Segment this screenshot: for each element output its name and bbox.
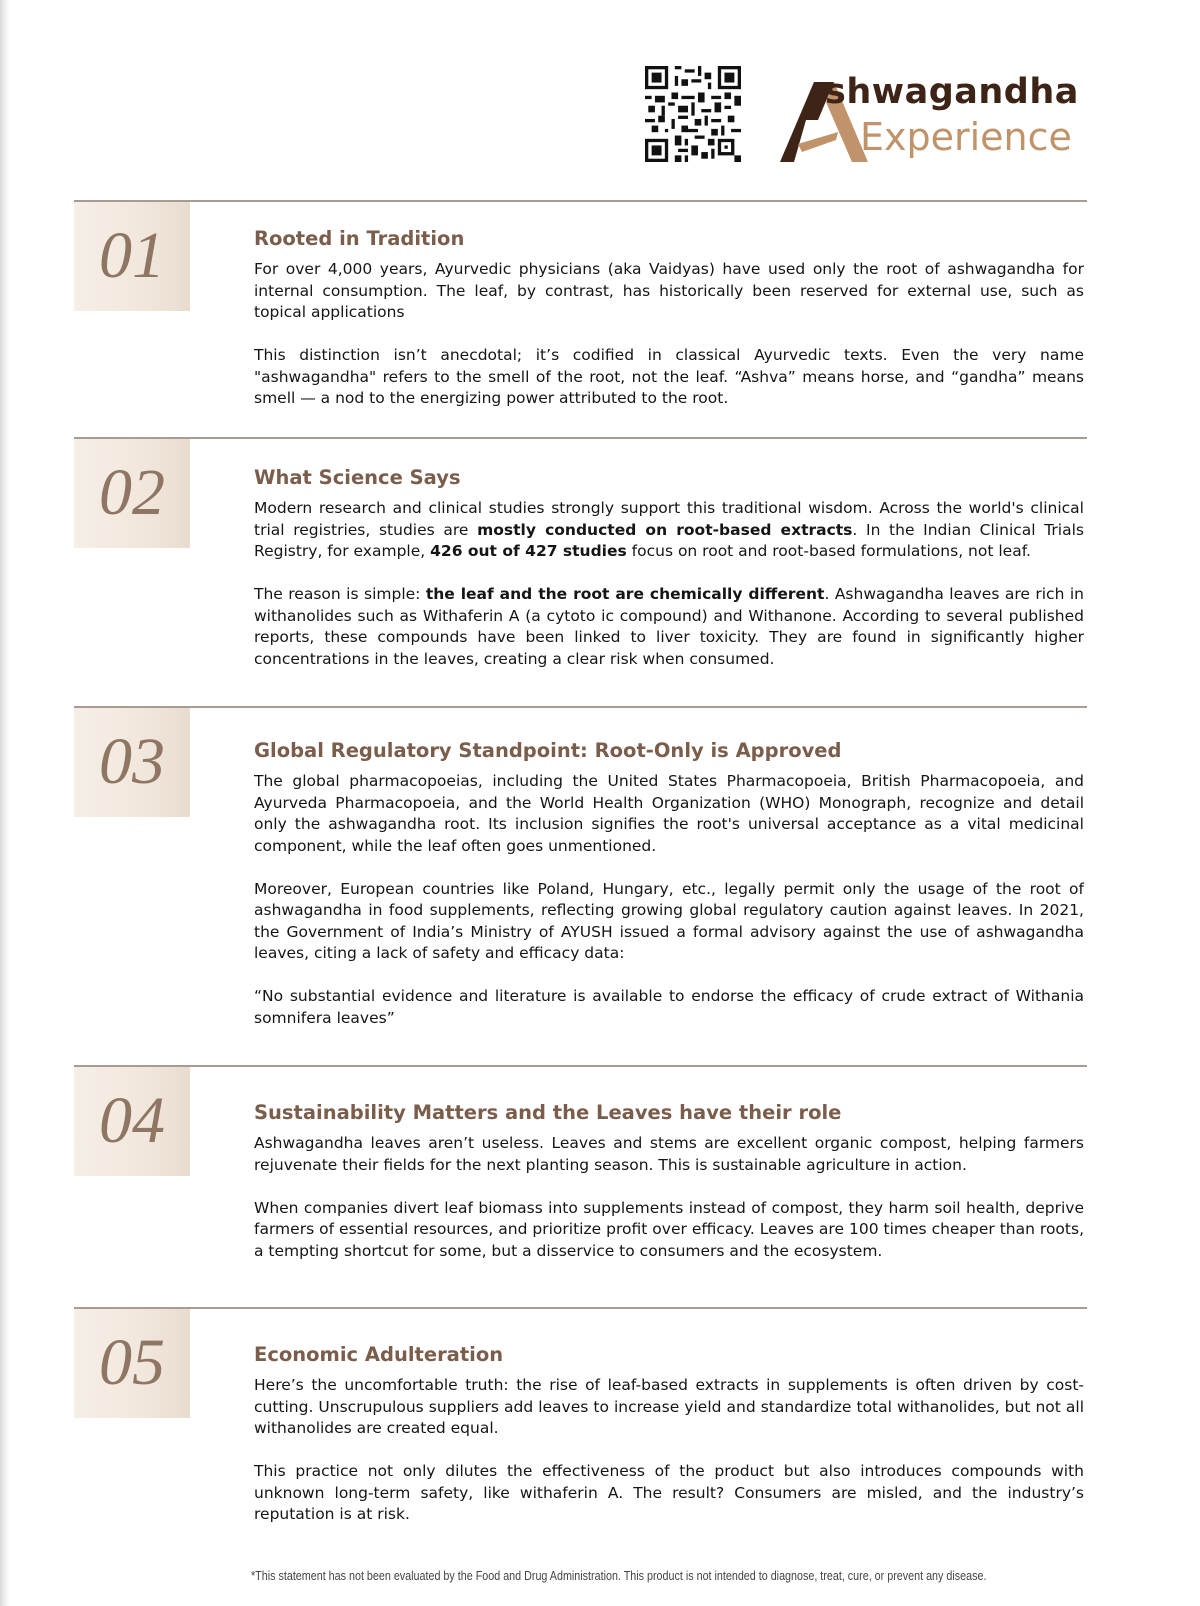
section-number-box bbox=[74, 1309, 190, 1418]
section-heading: Sustainability Matters and the Leaves have their role bbox=[254, 1101, 842, 1124]
section-01 bbox=[74, 200, 1087, 407]
section-paragraph: The global pharmacopoeias, including the United States Pharmacopoeia, British Pharmacopoeia, and Ayurveda Pharmacopoeia, and the World Health Organization (WHO) Monograph, recognize and detail only the ashwagandha root. Its inclusion signifies the root's universal acceptance as a vital medicinal component, while the leaf often goes unmentioned. bbox=[254, 772, 1084, 855]
qr-code-icon bbox=[645, 66, 741, 162]
section-heading: What Science Says bbox=[254, 466, 461, 489]
section-content bbox=[254, 1342, 1084, 1526]
section-number-box bbox=[74, 708, 190, 817]
section-number-box bbox=[74, 202, 190, 311]
section-heading: Rooted in Tradition bbox=[254, 227, 465, 250]
section-number-box bbox=[74, 1067, 190, 1176]
section-content bbox=[254, 1100, 1084, 1262]
section-number: 04 bbox=[99, 1084, 165, 1157]
page-edge-shadow bbox=[0, 0, 10, 1606]
section-02 bbox=[74, 437, 1087, 668]
section-paragraph: Here’s the uncomfortable truth: the rise of leaf-based extracts in supplements is often driven by cost-cutting. Unscrupulous suppliers add leaves to increase yield and standardize total withanolides, but not all withanolides are created equal. bbox=[254, 1376, 1084, 1437]
section-number: 02 bbox=[99, 456, 165, 529]
section-number: 01 bbox=[99, 219, 165, 292]
section-paragraph: Ashwagandha leaves aren’t useless. Leaves and stems are excellent organic compost, helping farmers rejuvenate their fields for the next planting season. This is sustainable agriculture in action. bbox=[254, 1134, 1084, 1174]
emphasis-text: mostly conducted on root-based extracts bbox=[477, 520, 853, 539]
section-paragraph: For over 4,000 years, Ayurvedic physicians (aka Vaidyas) have used only the root of ashwagandha for internal consumption. The leaf, by contrast, has historically been reserved for external use, such as topical applications bbox=[254, 260, 1084, 321]
emphasis-text: the leaf and the root are chemically different bbox=[425, 585, 825, 603]
section-paragraph: “No substantial evidence and literature is available to endorse the efficacy of crude extract of Withania somnifera leaves” bbox=[254, 987, 1084, 1027]
section-paragraph: Moreover, European countries like Poland, Hungary, etc., legally permit only the usage of the root of ashwagandha in food supplements, reflecting growing global regulatory caution against leaves. In 2021, the Government of India’s Ministry of AYUSH issued a formal advisory against the use of ashwagandha leaves, citing a lack of safety and efficacy data: bbox=[254, 879, 1084, 962]
section-content bbox=[254, 738, 1084, 1029]
section-number: 03 bbox=[99, 725, 165, 798]
section-content bbox=[254, 465, 1084, 670]
logo-text-line1: shwagandha bbox=[825, 72, 1079, 112]
section-paragraph: This distinction isn’t anecdotal; it’s codified in classical Ayurvedic texts. Even the very name "ashwagandha" refers to the smell of the root, not the leaf. “Ashva” means horse, and “gandha” means smell — a nod to the energizing power attributed to the root. bbox=[254, 346, 1084, 407]
section-heading: Economic Adulteration bbox=[254, 1343, 504, 1366]
section-paragraph: Modern research and clinical studies strongly support this traditional wisdom. Across the world's clinical trial registries, studies are mostly conducted on root-based extracts. In the Indian Clinical Trials Registry, for example, 426 out of 427 studies focus on root and root-based formulations, not leaf. bbox=[254, 499, 1084, 560]
emphasis-text: 426 out of 427 studies bbox=[430, 542, 627, 560]
section-number: 05 bbox=[99, 1326, 165, 1399]
section-heading: Global Regulatory Standpoint: Root-Only is Approved bbox=[254, 739, 842, 762]
fda-disclaimer: *This statement has not been evaluated by the Food and Drug Administration. This product is not intended to diagnose, treat, cure, or prevent any disease. bbox=[251, 1569, 987, 1583]
section-number-box bbox=[74, 439, 190, 548]
logo-text-line2: Experience bbox=[860, 115, 1072, 159]
section-05 bbox=[74, 1307, 1087, 1523]
section-04 bbox=[74, 1065, 1087, 1260]
section-paragraph: The reason is simple: the leaf and the root are chemically different. Ashwagandha leaves are rich in withanolides such as Withaferin A (a cytoto ic compound) and Withanone. According to several published reports, these compounds have been linked to liver toxicity. They are found in significantly higher concentrations in the leaves, creating a clear risk when consumed. bbox=[254, 585, 1084, 668]
section-03 bbox=[74, 706, 1087, 1027]
brand-logo bbox=[776, 66, 1086, 176]
section-paragraph: When companies divert leaf biomass into supplements instead of compost, they harm soil health, deprive farmers of essential resources, and prioritize profit over efficacy. Leaves are 100 times cheaper than roots, a tempting shortcut for some, but a disservice to consumers and the ecosystem. bbox=[254, 1198, 1084, 1260]
section-paragraph: This practice not only dilutes the effectiveness of the product but also introduces compounds with unknown long-term safety, like withaferin A. The result? Consumers are misled, and the industry’s reputation is at risk. bbox=[254, 1462, 1084, 1523]
section-content bbox=[254, 226, 1084, 410]
